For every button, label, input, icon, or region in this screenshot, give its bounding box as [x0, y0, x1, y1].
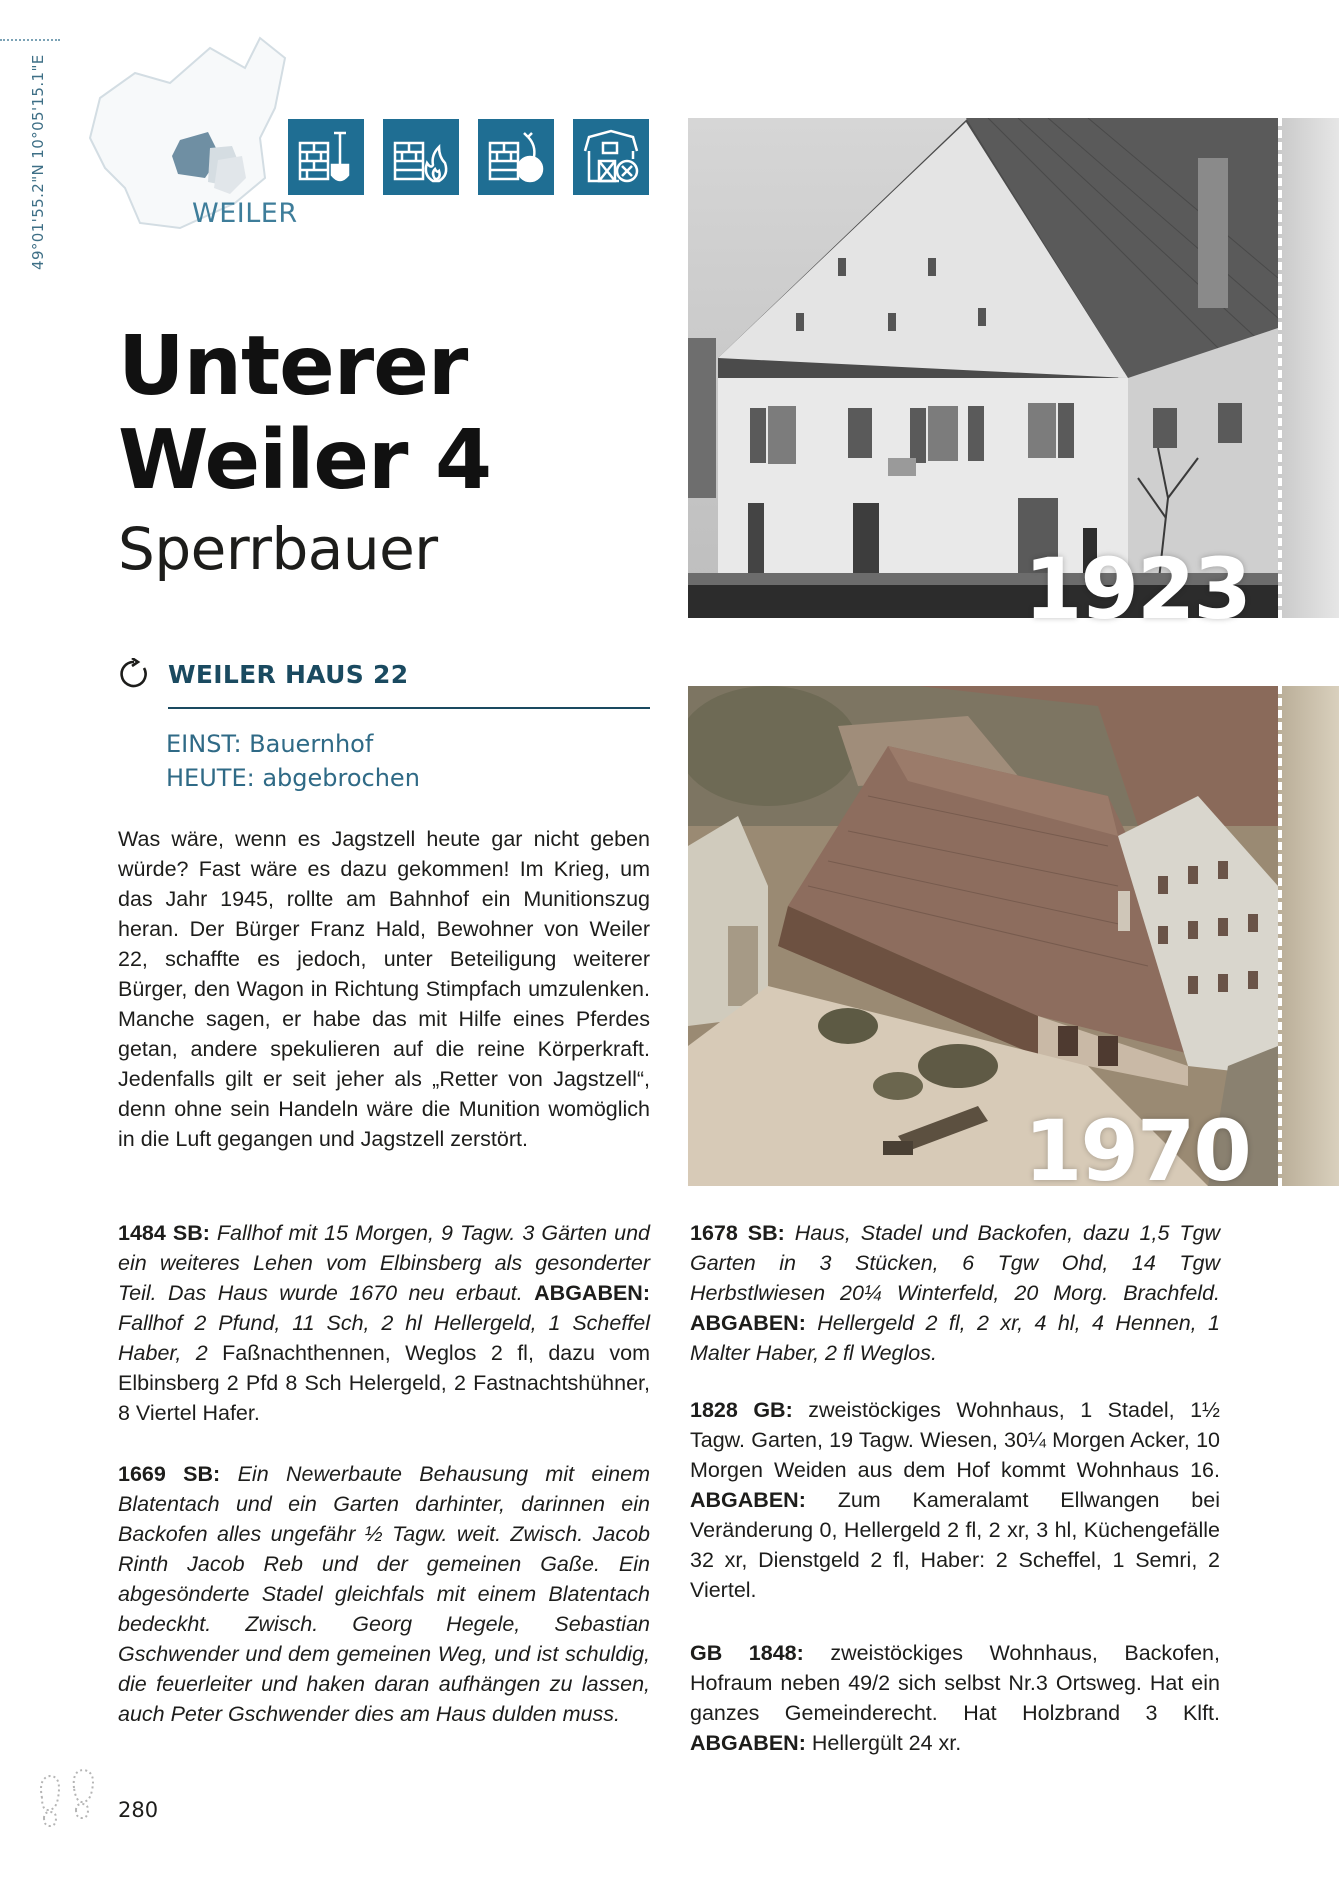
record-1828	[690, 1395, 1220, 1605]
abgaben-label: ABGABEN:	[690, 1488, 806, 1512]
abgaben-label: ABGABEN:	[690, 1311, 806, 1335]
page-title	[118, 320, 491, 508]
title-line-1: Unterer	[118, 319, 468, 414]
house-status	[166, 727, 420, 795]
record-label: 1828 GB:	[690, 1398, 793, 1422]
coordinates-text: 49°01'55.2"N 10°05'15.1"E	[29, 54, 47, 270]
abgaben-label: ABGABEN:	[534, 1281, 650, 1305]
brick-wall-bomb-icon	[478, 119, 554, 195]
coordinates	[28, 40, 48, 270]
einst-text: EINST: Bauernhof	[166, 730, 374, 758]
abgaben-text: Faßnachthennen, Weglos 2 fl, dazu vom Elbinsberg 2 Pfd 8 Sch Helergeld, 2 Fastnachtshühner, 8 Viertel Hafer.	[118, 1341, 651, 1425]
brick-wall-shovel-icon	[288, 119, 364, 195]
photo-year-1970: 1970	[1024, 1102, 1250, 1200]
abgaben-text: Hellergeld 2 fl, 2 xr, 4 hl, 4 Hennen, 1 Malter Haber, 2 fl Weglos.	[690, 1311, 1220, 1365]
title-line-2: Weiler 4	[118, 413, 492, 508]
photo-side-strip	[1278, 686, 1339, 1186]
record-text: Fallhof mit 15 Morgen, 9 Tagw. 3 Gärten und ein weiteres Lehen vom Elbinsberg als gesonderter Teil. Das Haus wurde 1670 neu erbaut.	[118, 1221, 650, 1305]
abgaben-text: Hellergült 24 xr.	[811, 1731, 962, 1755]
brick-wall-fire-icon	[383, 119, 459, 195]
record-text: zweistöckiges Wohnhaus, Backofen, Hofraum neben 49/2 sich selbst Nr.3 Ortsweg. Hat ein ganzes Gemeinderecht. Hat Holzbrand 3 Klft.	[690, 1641, 1220, 1725]
record-label: 1669 SB:	[118, 1462, 221, 1486]
record-text: Haus, Stadel und Backofen, dazu 1,5 Tgw Garten in 3 Stücken, 6 Tgw Ohd, 14 Tgw Herbstlwiesen 20¼ Winterfeld, 20 Morg. Brachfeld.	[690, 1221, 1220, 1305]
record-1484	[118, 1218, 650, 1428]
footprints-icon	[30, 1768, 108, 1848]
divider	[168, 707, 650, 709]
record-label: 1484 SB:	[118, 1221, 210, 1245]
dashed-separator	[1278, 686, 1282, 1186]
record-1678	[690, 1218, 1220, 1368]
record-text: Ein Newerbaute Behausung mit einem Blatentach und ein Garten darhinter, darinnen ein Backofen alles ungefähr ½ Tagw. weit. Zwisch. Jacob Rinth Jacob Reb und der gemeinen Gaße. Ein abgesönderte Stadel gleichfals mit einem Blatentach bedeckht. Zwisch. Georg Hegele, Sebastian Gschwender und dem gemeinen Weg, und ist schuldig, die feuerleiter und haken daran aufhängen zu lassen, auch Peter Gschwender dies am Haus dulden muss.	[118, 1462, 650, 1726]
abgaben-italic: Fallhof 2 Pfund, 11 Sch, 2 hl Hellergeld, 1 Scheffel Haber, 2	[118, 1311, 650, 1365]
district-label: WEILER	[192, 198, 298, 229]
page-subtitle: Sperrbauer	[118, 515, 438, 583]
abgaben-label: ABGABEN:	[690, 1731, 806, 1755]
story-paragraph: Was wäre, wenn es Jagstzell heute gar nicht geben würde? Fast wäre es dazu gekommen! Im Krieg, um das Jahr 1945, rollte am Bahnhof ein Munitionszug heran. Der Bürger Franz Hald, Bewohner von Weiler 22, schaffte es jedoch, unter Beteiligung weiterer Bürger, den Wagon in Richtung Stimpfach umzulenken. Manche sagen, er habe das mit Hilfe eines Pferdes getan, andere spekulieren auf die reine Körperkraft. Jedenfalls gilt er seit jeher als „Retter von Jagstzell“, denn ohne sein Handeln wäre die Munition womöglich in die Luft gegangen und Jagstzell zerstört.	[118, 827, 650, 1151]
page-number: 280	[118, 1798, 159, 1822]
photo-side-strip	[1278, 118, 1339, 618]
record-1848	[690, 1638, 1220, 1758]
photo-year-1923: 1923	[1024, 540, 1250, 638]
barn-demolished-icon	[573, 119, 649, 195]
heute-text: HEUTE: abgebrochen	[166, 764, 420, 792]
record-text: zweistöckiges Wohnhaus, 1 Stadel, 1½ Tagw. Garten, 19 Tagw. Wiesen, 30¼ Morgen Acker, 10 Morgen Weiden aus dem Hof kommt Wohnhaus 16.	[690, 1398, 1220, 1482]
house-heading: WEILER HAUS 22	[168, 660, 409, 689]
cycle-icon	[118, 658, 150, 690]
record-label: 1678 SB:	[690, 1221, 785, 1245]
record-1669	[118, 1459, 650, 1729]
record-label: GB 1848:	[690, 1641, 804, 1665]
dashed-separator	[1278, 118, 1282, 618]
category-icons	[288, 119, 649, 195]
abgaben-text: Zum Kameralamt Ellwangen bei Veränderung 0, Hellergeld 2 fl, 2 xr, 3 hl, Küchengefälle 32 xr, Dienstgeld 2 fl, Haber: 2 Scheffel, 1 Semri, 2 Viertel.	[690, 1488, 1220, 1602]
